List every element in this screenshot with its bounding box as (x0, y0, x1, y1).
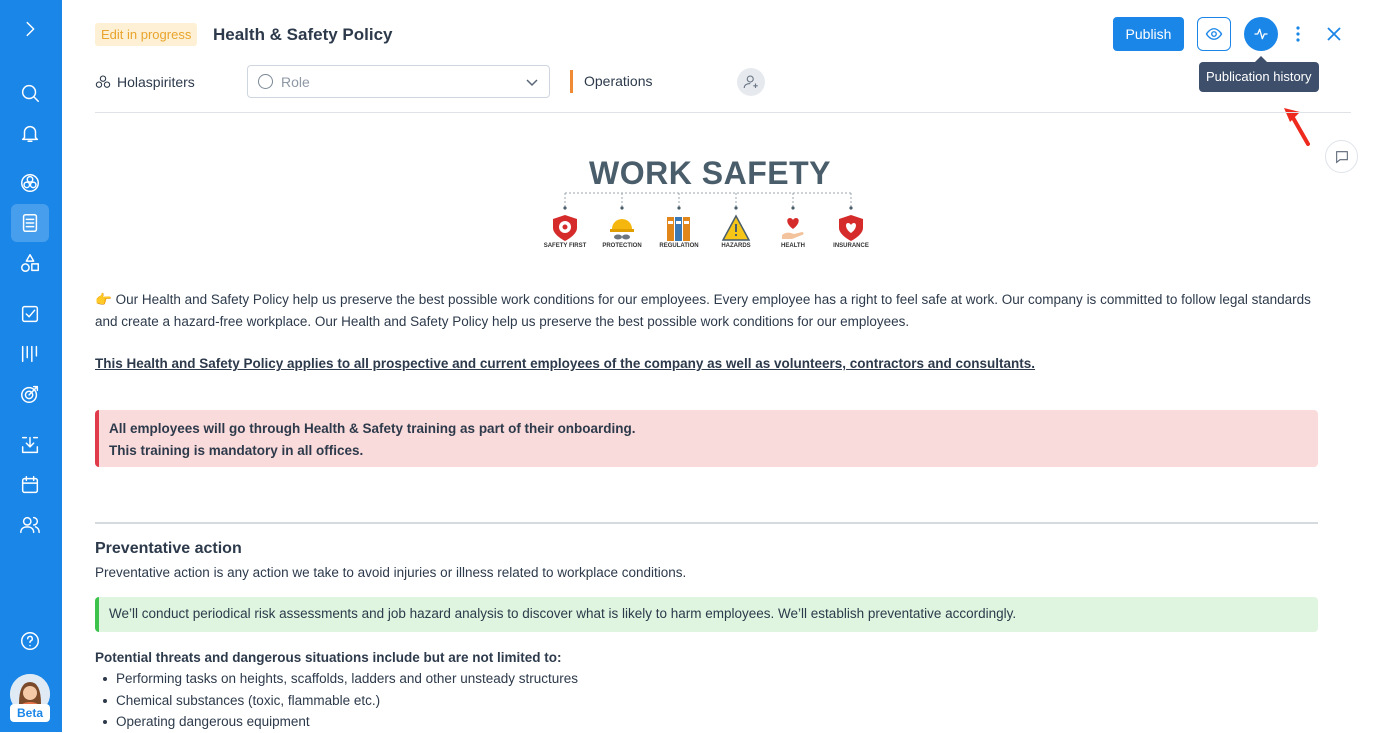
banner-title: WORK SAFETY (589, 155, 831, 191)
banner-label: REGULATION (659, 243, 699, 249)
comment-icon (1334, 149, 1350, 165)
people-icon (19, 514, 41, 536)
list-item: Operating dangerous equipment (103, 711, 578, 733)
header-divider (95, 112, 1351, 113)
threats-list (103, 668, 578, 733)
calendar-icon (19, 474, 41, 496)
eye-icon (1205, 25, 1223, 43)
bell-icon (19, 122, 41, 144)
list-item: Chemical substances (toxic, flammable etc.) (103, 690, 578, 712)
risk-assessment-callout: We’ll conduct periodical risk assessments and job hazard analysis to discover what is likely to harm employees. We’ll establish preventative accordingly. (95, 597, 1318, 632)
activity-icon (1253, 26, 1269, 42)
team-icon (95, 74, 111, 90)
add-user-icon (742, 73, 760, 91)
section-heading: Preventative action (95, 540, 242, 557)
roles-button[interactable] (11, 244, 49, 282)
section-description: Preventative action is any action we take to avoid injuries or illness related to workplace conditions. (95, 565, 687, 580)
people-button[interactable] (11, 506, 49, 544)
circles-button[interactable] (11, 164, 49, 202)
role-circle-icon (258, 74, 273, 89)
help-icon (19, 630, 41, 652)
publication-history-button[interactable] (1244, 17, 1278, 51)
intro-text: Our Health and Safety Policy help us preserve the best possible work conditions for our employees. Every employee has a right to feel safe at work. Our company is committed to follow legal standards and create a hazard-free workplace. Our Health and Safety Policy help us preserve the best possible work conditions for our employees. (95, 292, 1311, 329)
callout-line: All employees will go through Health & Safety training as part of their onboarding. (109, 421, 636, 436)
pointing-emoji: 👉 (95, 292, 112, 307)
department-label[interactable]: Operations (570, 70, 652, 93)
banner-label: SAFETY FIRST (543, 243, 587, 249)
calendar-button[interactable] (11, 466, 49, 504)
role-select[interactable] (247, 65, 550, 98)
team-selector[interactable] (95, 70, 195, 94)
shapes-icon (19, 252, 41, 274)
notifications-button[interactable] (11, 114, 49, 152)
beta-badge: Beta (10, 704, 50, 722)
sidebar (0, 0, 62, 732)
more-options-button[interactable] (1288, 20, 1308, 48)
publication-history-tooltip: Publication history (1199, 62, 1319, 92)
page-title: Health & Safety Policy (213, 25, 393, 44)
close-icon (1326, 26, 1342, 42)
scope-paragraph: This Health and Safety Policy applies to all prospective and current employees of the company as well as volunteers, contractors and consultants. (95, 356, 1036, 371)
close-button[interactable] (1322, 22, 1346, 46)
list-heading: Potential threats and dangerous situations include but are not limited to: (95, 650, 562, 665)
inbox-download-icon (19, 434, 41, 456)
callout-line: This training is mandatory in all offices. (109, 443, 364, 458)
banner-label: PROTECTION (602, 243, 642, 249)
intro-paragraph (95, 289, 1320, 333)
boards-button[interactable] (11, 335, 49, 373)
document-icon (19, 212, 41, 234)
inbox-button[interactable] (11, 426, 49, 464)
search-button[interactable] (11, 74, 49, 112)
tasks-button[interactable] (11, 295, 49, 333)
banner-label: HEALTH (781, 243, 805, 249)
target-icon (19, 383, 41, 405)
expand-sidebar-button[interactable] (11, 10, 49, 48)
banner-label: HAZARDS (721, 243, 751, 249)
work-safety-banner (535, 155, 885, 255)
circles-icon (19, 172, 41, 194)
chevron-right-icon (19, 18, 41, 40)
help-button[interactable] (11, 622, 49, 660)
banner-label: INSURANCE (833, 243, 869, 249)
more-vertical-icon (1295, 25, 1301, 43)
role-placeholder: Role (281, 73, 310, 90)
training-callout (95, 410, 1318, 467)
section-divider (95, 522, 1318, 524)
banner-connectors (535, 191, 885, 213)
assign-user-button[interactable] (737, 68, 765, 96)
kanban-icon (19, 343, 41, 365)
goals-button[interactable] (11, 375, 49, 413)
publish-button[interactable]: Publish (1113, 17, 1184, 51)
documents-button[interactable] (11, 204, 49, 242)
chevron-down-icon (525, 75, 539, 89)
list-item: Performing tasks on heights, scaffolds, ladders and other unsteady structures (103, 668, 578, 690)
team-name: Holaspiriters (117, 74, 195, 90)
comments-button[interactable] (1325, 140, 1358, 173)
checkbox-icon (19, 303, 41, 325)
status-badge: Edit in progress (95, 23, 197, 46)
red-arrow-annotation (1280, 100, 1316, 148)
search-icon (19, 82, 41, 104)
preview-button[interactable] (1197, 17, 1231, 51)
